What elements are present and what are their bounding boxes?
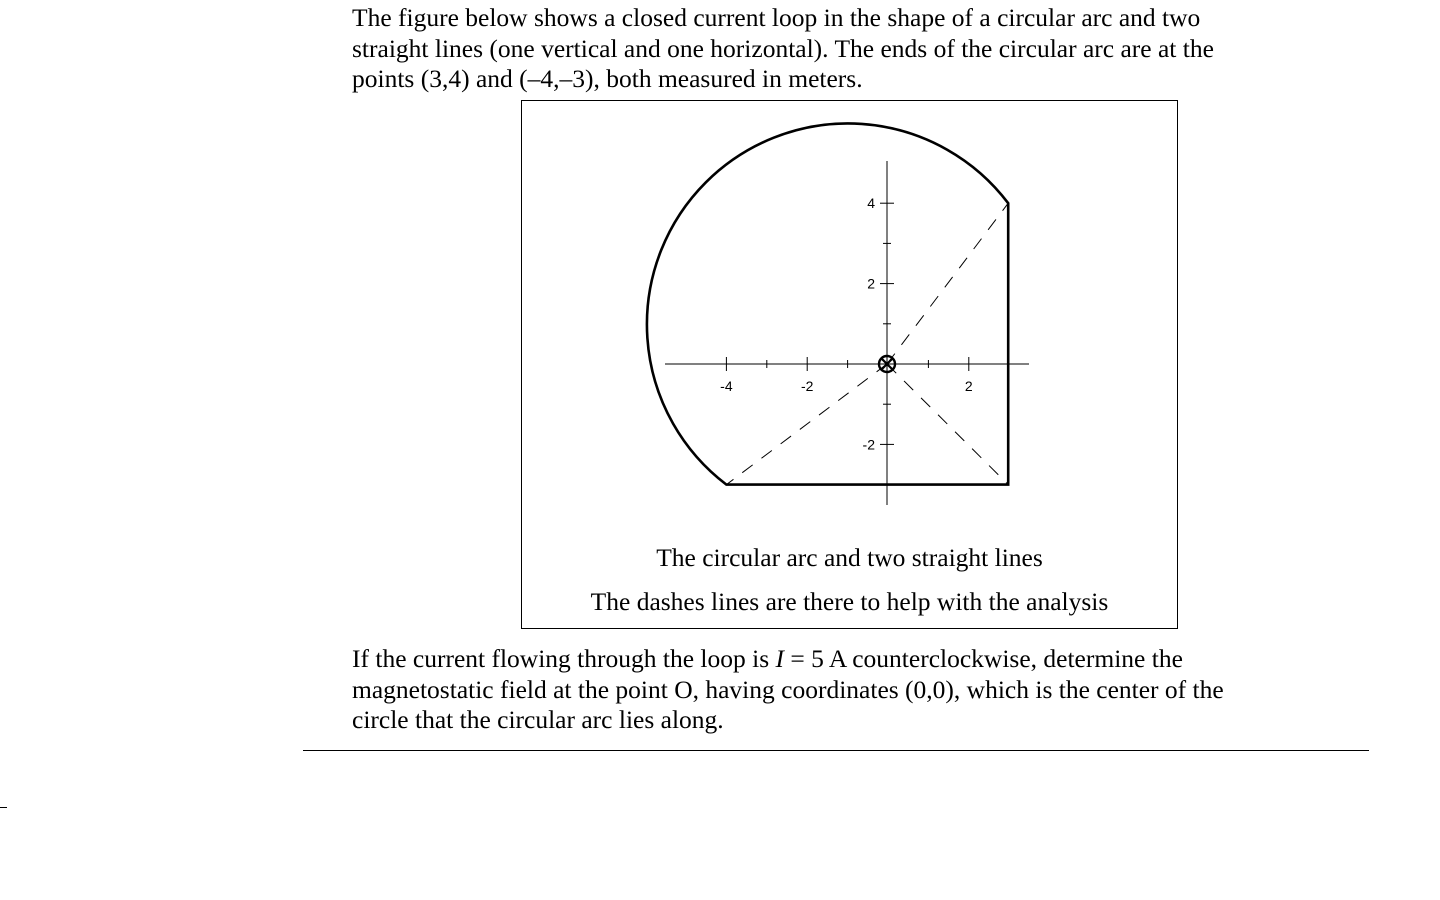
section-separator bbox=[303, 750, 1369, 751]
left-edge-mark bbox=[0, 807, 7, 808]
dashed-line-to-3-4 bbox=[887, 203, 1008, 364]
question-line-1-end: = 5 A counterclockwise, determine the bbox=[784, 644, 1183, 673]
question-line-3: circle that the circular arc lies along. bbox=[352, 705, 724, 734]
y-tick-label-2: 2 bbox=[867, 275, 875, 292]
question-paragraph bbox=[352, 644, 1312, 736]
intro-paragraph bbox=[352, 3, 1312, 95]
current-variable: I bbox=[775, 644, 784, 673]
figure-caption-line-1: The circular arc and two straight lines bbox=[656, 543, 1043, 572]
dashed-line-to-3-neg3 bbox=[887, 364, 1008, 485]
x-tick-label-neg2: -2 bbox=[800, 378, 814, 394]
x-tick-label-neg4: -4 bbox=[720, 378, 733, 394]
figure-caption-line-2: The dashes lines are there to help with the analysis bbox=[590, 587, 1109, 616]
current-loop-path bbox=[647, 123, 1008, 484]
question-line-1 bbox=[352, 644, 1312, 675]
intro-line-1: The figure below shows a closed current loop in the shape of a circular arc and two bbox=[352, 3, 1201, 32]
x-tick-label-2: 2 bbox=[964, 378, 973, 394]
y-tick-label-neg2: -2 bbox=[862, 436, 875, 453]
current-loop-diagram bbox=[522, 101, 1177, 541]
figure-box bbox=[521, 100, 1178, 629]
intro-line-3: points (3,4) and (–4,–3), both measured in meters. bbox=[352, 64, 863, 93]
y-tick-label-4: 4 bbox=[867, 195, 875, 211]
question-line-1-start: If the current flowing through the loop is bbox=[352, 644, 776, 673]
question-line-2: magnetostatic field at the point O, having coordinates (0,0), which is the center of the bbox=[352, 674, 1224, 704]
intro-line-2: straight lines (one vertical and one horizontal). The ends of the circular arc are at the bbox=[352, 33, 1214, 63]
